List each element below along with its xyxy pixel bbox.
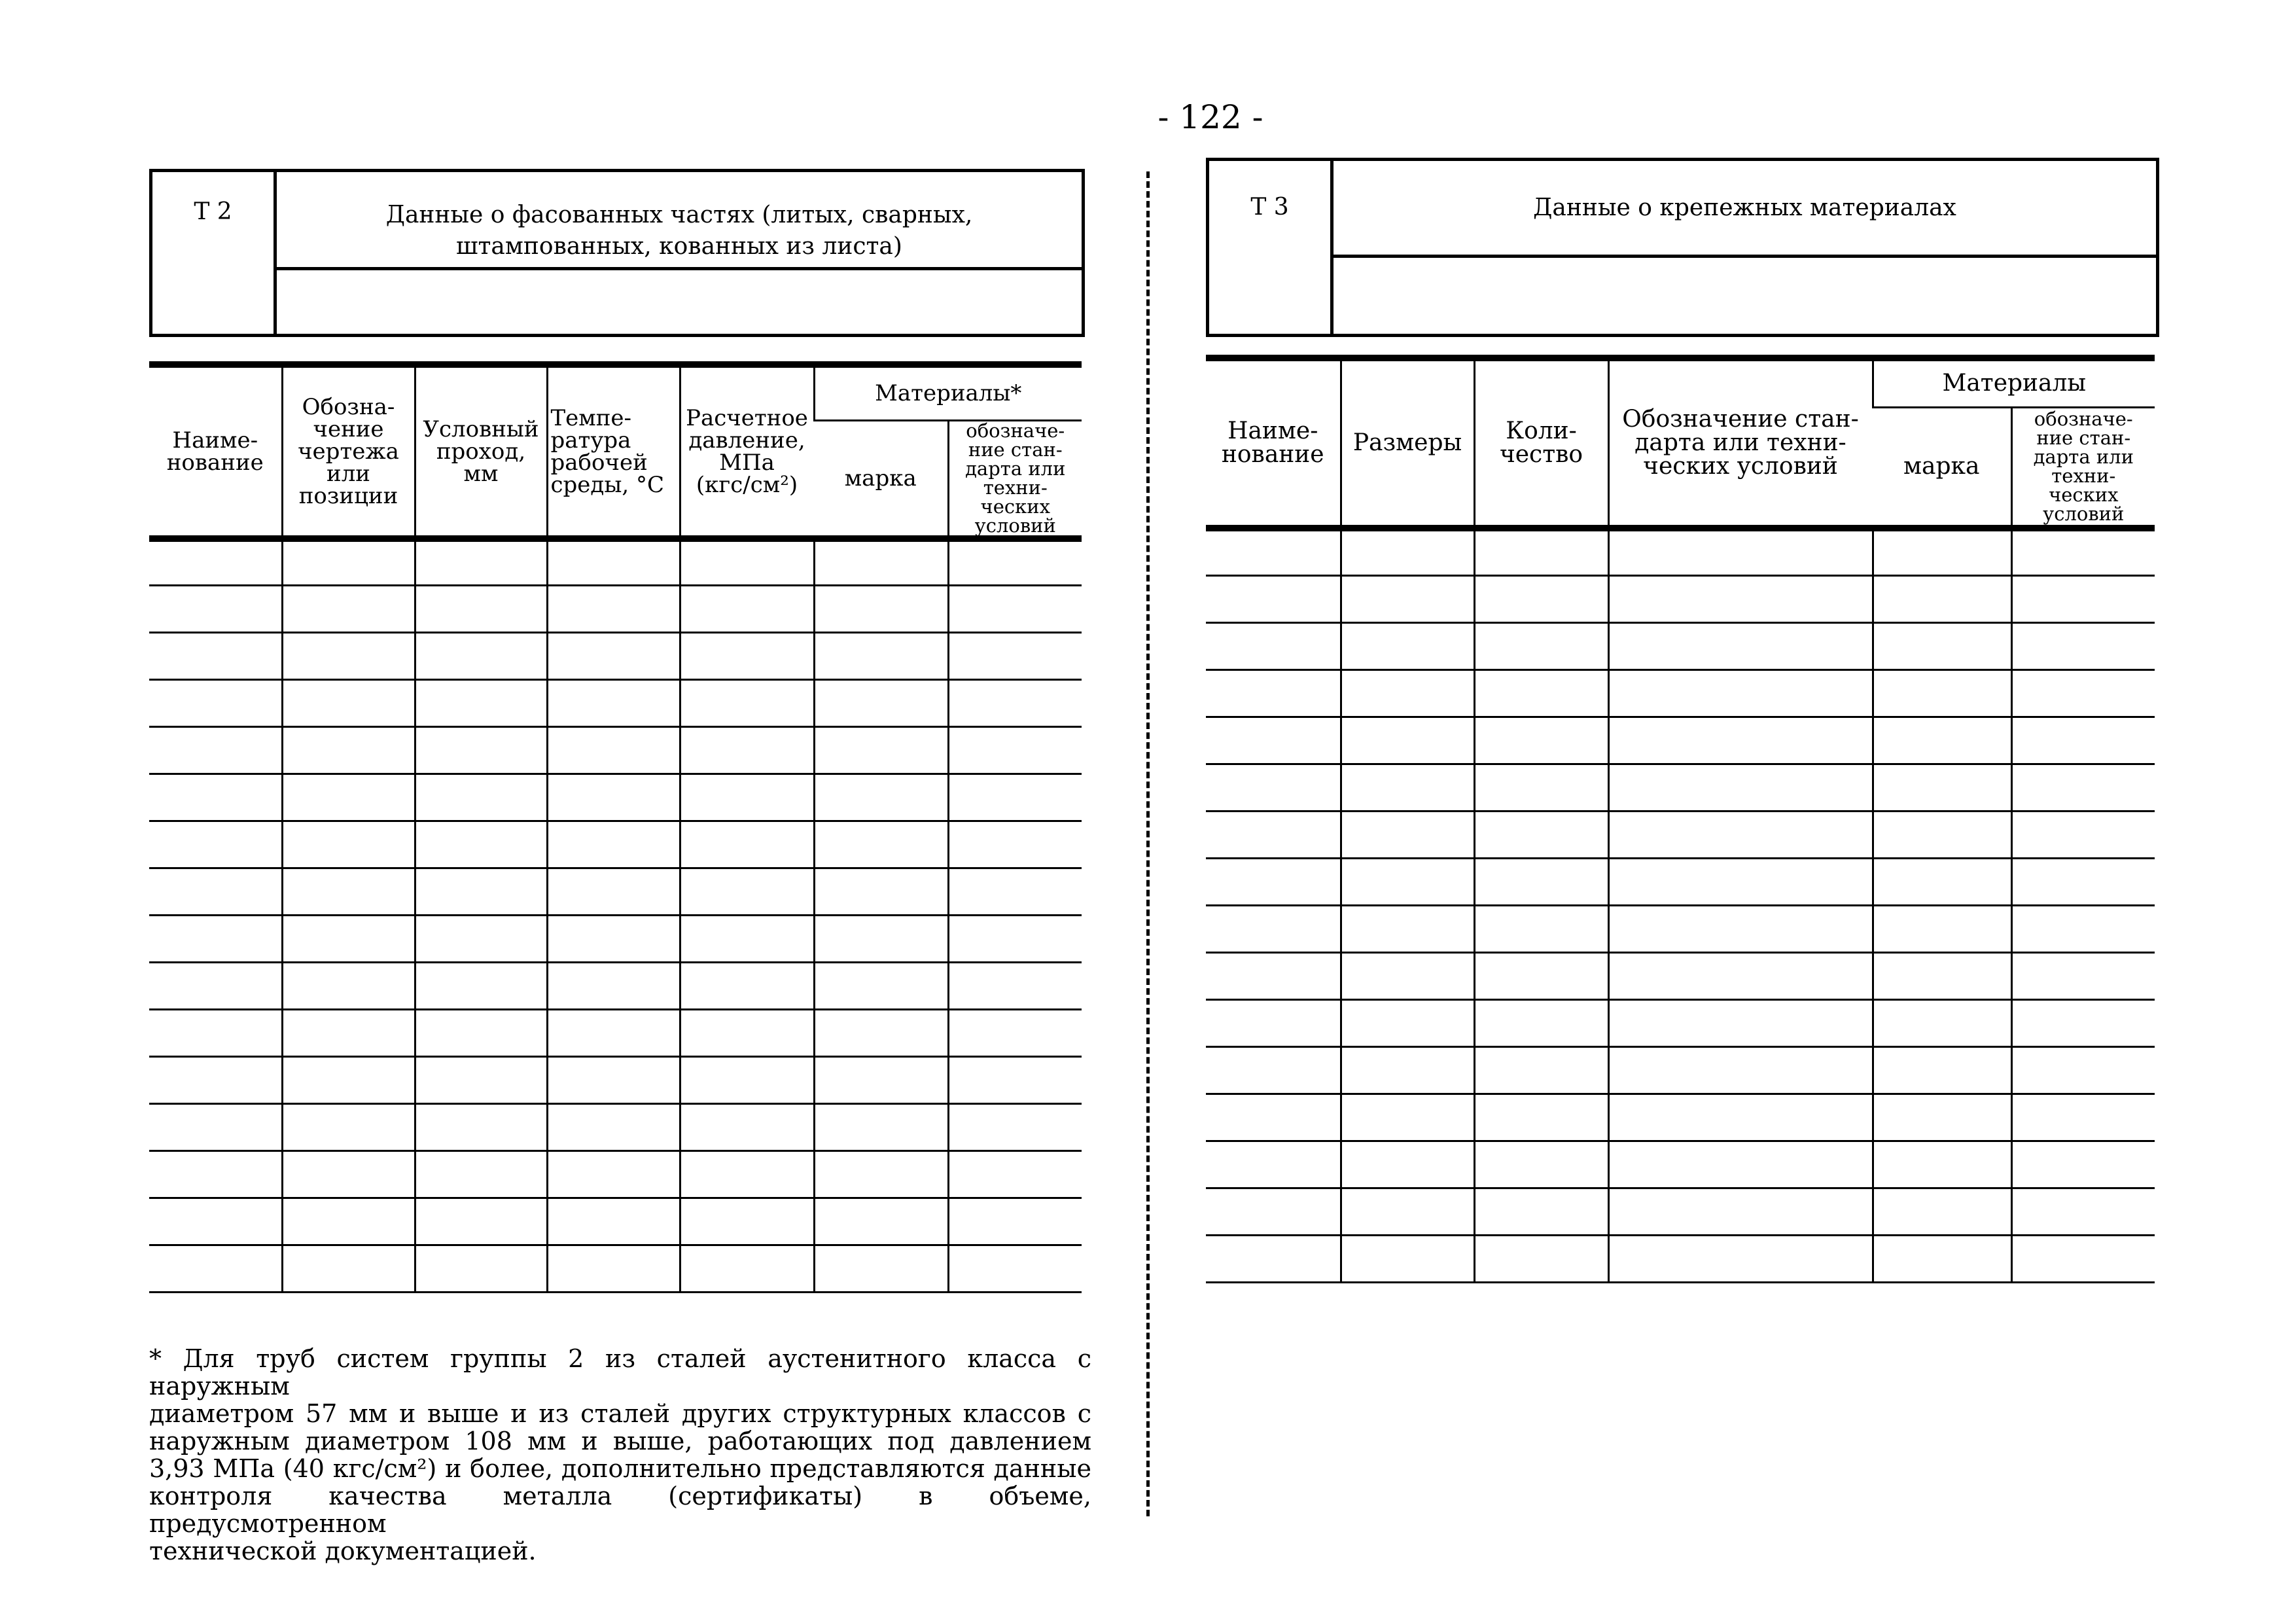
t2-cell[interactable] [547, 539, 680, 586]
t3-cell[interactable] [2011, 764, 2155, 811]
t2-cell[interactable] [948, 1104, 1082, 1151]
t2-cell[interactable] [149, 680, 282, 727]
t2-title-blank[interactable] [277, 270, 1082, 334]
t2-row [149, 1198, 1082, 1245]
t3-cell[interactable] [1474, 764, 1608, 811]
t2-cell[interactable] [814, 821, 948, 868]
t2-cell[interactable] [149, 774, 282, 821]
t3-cell[interactable] [1608, 717, 1873, 764]
t2-code: Т 2 [152, 172, 277, 334]
t2-cell[interactable] [547, 1057, 680, 1104]
footnote-line: технической документацией. [149, 1537, 537, 1565]
t3-cell[interactable] [2011, 811, 2155, 858]
t3-header-sizes: Размеры [1341, 358, 1474, 528]
t2-cell[interactable] [948, 1245, 1082, 1293]
t2-cell[interactable] [680, 963, 814, 1010]
t3-row [1206, 1235, 2155, 1282]
t3-cell[interactable] [1206, 952, 1341, 999]
t3-row [1206, 858, 2155, 905]
t3-row [1206, 717, 2155, 764]
t3-row [1206, 1141, 2155, 1188]
t2-cell[interactable] [415, 963, 547, 1010]
t3-cell[interactable] [1608, 905, 1873, 952]
t2-cell[interactable] [149, 1198, 282, 1245]
t3-cell[interactable] [1206, 622, 1341, 669]
t2-cell[interactable] [814, 916, 948, 963]
t2-cell[interactable] [948, 1010, 1082, 1057]
t3-cell[interactable] [2011, 1094, 2155, 1141]
t3-cell[interactable] [1206, 905, 1341, 952]
t3-row [1206, 669, 2155, 717]
t3-cell[interactable] [1873, 764, 2011, 811]
t3-cell[interactable] [1474, 717, 1608, 764]
t3-cell[interactable] [2011, 999, 2155, 1046]
t3-cell[interactable] [1474, 1046, 1608, 1094]
t3-cell[interactable] [1474, 622, 1608, 669]
t3-cell[interactable] [1608, 1188, 1873, 1235]
t3-cell[interactable] [2011, 717, 2155, 764]
t3-cell[interactable] [1873, 999, 2011, 1046]
t3-cell[interactable] [1873, 622, 2011, 669]
t2-cell[interactable] [680, 1198, 814, 1245]
t2-cell[interactable] [415, 633, 547, 680]
t3-cell[interactable] [1341, 999, 1474, 1046]
t2-header-temperature: Темпе- ратура рабочей среды, °С [547, 365, 680, 539]
t3-header-name: Наиме- нование [1206, 358, 1341, 528]
t2-cell[interactable] [547, 774, 680, 821]
t2-cell[interactable] [149, 821, 282, 868]
t3-title-blank[interactable] [1333, 258, 2156, 334]
t2-cell[interactable] [547, 821, 680, 868]
t3-cell[interactable] [1341, 575, 1474, 622]
t2-cell[interactable] [948, 633, 1082, 680]
t3-cell[interactable] [1341, 764, 1474, 811]
t3-cell[interactable] [1608, 764, 1873, 811]
t2-row [149, 963, 1082, 1010]
t2-cell[interactable] [149, 633, 282, 680]
t2-cell[interactable] [948, 774, 1082, 821]
t2-row [149, 680, 1082, 727]
t3-cell[interactable] [2011, 1141, 2155, 1188]
t2-cell[interactable] [948, 963, 1082, 1010]
t2-cell[interactable] [282, 868, 415, 916]
footnote-line: наружным диаметром 108 мм и выше, работающих под давлением [149, 1427, 1091, 1455]
t2-cell[interactable] [415, 1104, 547, 1151]
t3-cell[interactable] [1608, 528, 1873, 575]
t3-row [1206, 575, 2155, 622]
t2-cell[interactable] [814, 963, 948, 1010]
t2-cell[interactable] [948, 1198, 1082, 1245]
t3-cell[interactable] [1873, 952, 2011, 999]
t2-row [149, 1057, 1082, 1104]
t2-cell[interactable] [415, 1198, 547, 1245]
t3-cell[interactable] [2011, 575, 2155, 622]
t3-cell[interactable] [1873, 717, 2011, 764]
t3-cell[interactable] [1873, 811, 2011, 858]
t2-cell[interactable] [547, 868, 680, 916]
t2-cell[interactable] [282, 633, 415, 680]
t3-cell[interactable] [2011, 1046, 2155, 1094]
t2-cell[interactable] [547, 727, 680, 774]
t3-cell[interactable] [1474, 905, 1608, 952]
footnote-line: контроля качества металла (сертификаты) в объеме, предусмотренном [149, 1482, 1091, 1538]
t3-cell[interactable] [1206, 1094, 1341, 1141]
t2-cell[interactable] [680, 1010, 814, 1057]
t3-cell[interactable] [1873, 1046, 2011, 1094]
t2-cell[interactable] [415, 774, 547, 821]
t2-cell[interactable] [282, 963, 415, 1010]
t2-row [149, 1151, 1082, 1198]
footnote-line: диаметром 57 мм и выше и из сталей других структурных классов с [149, 1399, 1091, 1428]
t3-header-quantity: Коли- чество [1474, 358, 1608, 528]
t2-cell[interactable] [149, 586, 282, 633]
t2-cell[interactable] [282, 774, 415, 821]
t3-cell[interactable] [1474, 528, 1608, 575]
t3-row [1206, 622, 2155, 669]
t2-cell[interactable] [814, 868, 948, 916]
t2-cell[interactable] [680, 633, 814, 680]
t2-cell[interactable] [547, 1010, 680, 1057]
t2-cell[interactable] [547, 586, 680, 633]
t2-cell[interactable] [149, 1245, 282, 1293]
t2-header-grade: марка [814, 420, 948, 539]
t3-cell[interactable] [1341, 1141, 1474, 1188]
t2-cell[interactable] [814, 1198, 948, 1245]
t3-row [1206, 1188, 2155, 1235]
t2-header-passage: Условный проход, мм [415, 365, 547, 539]
t2-cell[interactable] [547, 1104, 680, 1151]
t2-cell[interactable] [282, 727, 415, 774]
t2-cell[interactable] [415, 1057, 547, 1104]
t3-cell[interactable] [1608, 952, 1873, 999]
t3-cell[interactable] [1474, 858, 1608, 905]
t3-cell[interactable] [1206, 1188, 1341, 1235]
t2-cell[interactable] [149, 916, 282, 963]
t3-cell[interactable] [1608, 1235, 1873, 1282]
t3-cell[interactable] [1206, 1046, 1341, 1094]
t3-cell[interactable] [1873, 858, 2011, 905]
t3-cell[interactable] [1474, 999, 1608, 1046]
t3-title [1333, 161, 2156, 258]
t3-cell[interactable] [1341, 952, 1474, 999]
t2-row [149, 821, 1082, 868]
t3-cell[interactable] [1474, 1094, 1608, 1141]
t2-cell[interactable] [149, 727, 282, 774]
t3-cell[interactable] [1608, 669, 1873, 717]
t2-cell[interactable] [680, 1245, 814, 1293]
t3-title-box [1206, 158, 2159, 337]
t2-cell[interactable] [415, 821, 547, 868]
t3-cell[interactable] [1608, 1046, 1873, 1094]
t2-header-standard: обозначе- ние стан- дарта или техни- ческих условий [948, 420, 1082, 539]
t2-row [149, 633, 1082, 680]
t3-header-grade: марка [1873, 407, 2011, 528]
t2-cell[interactable] [415, 868, 547, 916]
t2-row [149, 774, 1082, 821]
t2-row [149, 1010, 1082, 1057]
t2-cell[interactable] [948, 1057, 1082, 1104]
t3-cell[interactable] [1206, 811, 1341, 858]
t3-cell[interactable] [1873, 1235, 2011, 1282]
t2-table [149, 361, 1082, 1293]
t3-row [1206, 811, 2155, 858]
t2-cell[interactable] [282, 1245, 415, 1293]
t3-cell[interactable] [1474, 575, 1608, 622]
footnote-line: * Для труб систем группы 2 из сталей аустенитного класса с наружным [149, 1344, 1091, 1400]
t2-cell[interactable] [149, 1010, 282, 1057]
t3-cell[interactable] [1341, 858, 1474, 905]
t3-cell[interactable] [1341, 669, 1474, 717]
t3-cell[interactable] [1608, 575, 1873, 622]
t2-cell[interactable] [547, 1151, 680, 1198]
t3-cell[interactable] [1341, 905, 1474, 952]
t2-cell[interactable] [415, 727, 547, 774]
t2-cell[interactable] [149, 539, 282, 586]
t3-cell[interactable] [1873, 669, 2011, 717]
t2-row [149, 727, 1082, 774]
t3-cell[interactable] [1608, 1094, 1873, 1141]
t2-header-pressure: Расчетное давление, МПа (кгс/см²) [680, 365, 814, 539]
t2-cell[interactable] [282, 1198, 415, 1245]
t2-cell[interactable] [149, 1057, 282, 1104]
t3-cell[interactable] [2011, 622, 2155, 669]
t3-cell[interactable] [2011, 1188, 2155, 1235]
t2-cell[interactable] [149, 963, 282, 1010]
t3-cell[interactable] [1474, 952, 1608, 999]
t2-cell[interactable] [814, 633, 948, 680]
page-divider [1146, 171, 1150, 1516]
t3-row [1206, 1046, 2155, 1094]
t2-cell[interactable] [948, 868, 1082, 916]
t3-row [1206, 999, 2155, 1046]
t2-cell[interactable] [948, 821, 1082, 868]
t2-row [149, 916, 1082, 963]
t2-cell[interactable] [680, 1104, 814, 1151]
t2-cell[interactable] [680, 916, 814, 963]
t3-cell[interactable] [1873, 905, 2011, 952]
t3-cell[interactable] [1206, 669, 1341, 717]
t3-cell[interactable] [1341, 528, 1474, 575]
t2-cell[interactable] [948, 727, 1082, 774]
t2-cell[interactable] [149, 1104, 282, 1151]
t2-cell[interactable] [680, 774, 814, 821]
t2-cell[interactable] [282, 1057, 415, 1104]
t2-cell[interactable] [282, 680, 415, 727]
t3-cell[interactable] [1474, 1235, 1608, 1282]
t2-cell[interactable] [680, 1151, 814, 1198]
t2-cell[interactable] [149, 1151, 282, 1198]
t2-cell[interactable] [948, 680, 1082, 727]
t3-cell[interactable] [1474, 811, 1608, 858]
t2-cell[interactable] [814, 774, 948, 821]
page-number: - 122 - [1157, 98, 1263, 136]
t3-cell[interactable] [1474, 1141, 1608, 1188]
t3-cell[interactable] [1341, 1094, 1474, 1141]
t2-cell[interactable] [415, 680, 547, 727]
t3-header-standard-doc: Обозначение стан- дарта или техни- ческих условий [1608, 358, 1873, 528]
t2-row [149, 868, 1082, 916]
t3-cell[interactable] [1873, 575, 2011, 622]
t2-cell[interactable] [547, 1245, 680, 1293]
t3-cell[interactable] [1341, 1235, 1474, 1282]
footnote-line: 3,93 МПа (40 кгс/см²) и более, дополнительно представляются данные [149, 1454, 1091, 1483]
t3-row [1206, 952, 2155, 999]
t2-footnote [149, 1345, 1091, 1565]
t3-cell[interactable] [2011, 1235, 2155, 1282]
t2-title-box [149, 169, 1085, 337]
t3-cell[interactable] [1206, 717, 1341, 764]
t3-header-materials: Материалы [1873, 358, 2155, 407]
t2-title-line: Данные о фасованных частях (литых, сварных, [385, 202, 973, 228]
t3-cell[interactable] [1474, 669, 1608, 717]
t3-cell[interactable] [1206, 575, 1341, 622]
t2-title-line: штампованных, кованных из листа) [456, 233, 902, 260]
t2-header-drawing: Обозна- чение чертежа или позиции [282, 365, 415, 539]
t2-cell[interactable] [415, 1010, 547, 1057]
t3-cell[interactable] [1873, 1188, 2011, 1235]
t3-cell[interactable] [2011, 905, 2155, 952]
t3-cell[interactable] [2011, 858, 2155, 905]
t3-cell[interactable] [1206, 858, 1341, 905]
t2-cell[interactable] [282, 916, 415, 963]
t3-cell[interactable] [2011, 669, 2155, 717]
t3-cell[interactable] [1608, 811, 1873, 858]
t2-row [149, 539, 1082, 586]
t3-header-standard: обозначе- ние стан- дарта или техни- ческих условий [2011, 407, 2155, 528]
t2-cell[interactable] [814, 1010, 948, 1057]
t2-cell[interactable] [680, 680, 814, 727]
t2-cell[interactable] [149, 868, 282, 916]
t2-cell[interactable] [415, 1245, 547, 1293]
t3-cell[interactable] [1873, 1094, 2011, 1141]
t2-cell[interactable] [547, 633, 680, 680]
t3-cell[interactable] [1341, 1046, 1474, 1094]
t3-cell[interactable] [1341, 1188, 1474, 1235]
t2-cell[interactable] [547, 963, 680, 1010]
t3-table [1206, 355, 2155, 1283]
t2-cell[interactable] [282, 1151, 415, 1198]
t2-cell[interactable] [282, 539, 415, 586]
t3-cell[interactable] [1206, 1235, 1341, 1282]
t3-cell[interactable] [1341, 811, 1474, 858]
t3-cell[interactable] [2011, 528, 2155, 575]
t2-cell[interactable] [547, 680, 680, 727]
t2-cell[interactable] [814, 1245, 948, 1293]
t2-cell[interactable] [415, 586, 547, 633]
t3-cell[interactable] [1608, 1141, 1873, 1188]
t2-cell[interactable] [680, 868, 814, 916]
t3-cell[interactable] [1206, 999, 1341, 1046]
t2-cell[interactable] [814, 1057, 948, 1104]
t2-cell[interactable] [680, 586, 814, 633]
t3-cell[interactable] [2011, 952, 2155, 999]
t3-cell[interactable] [1608, 622, 1873, 669]
t2-cell[interactable] [680, 821, 814, 868]
t2-cell[interactable] [948, 539, 1082, 586]
t3-cell[interactable] [1608, 858, 1873, 905]
t2-cell[interactable] [814, 680, 948, 727]
t3-cell[interactable] [1474, 1188, 1608, 1235]
t2-cell[interactable] [282, 821, 415, 868]
t2-cell[interactable] [680, 539, 814, 586]
t2-title [277, 172, 1082, 270]
t2-row [149, 1104, 1082, 1151]
t3-row [1206, 764, 2155, 811]
t3-row [1206, 905, 2155, 952]
t3-cell[interactable] [1873, 1141, 2011, 1188]
t3-cell[interactable] [1608, 999, 1873, 1046]
t2-cell[interactable] [948, 586, 1082, 633]
t2-cell[interactable] [282, 1104, 415, 1151]
t2-cell[interactable] [814, 586, 948, 633]
t2-cell[interactable] [282, 1010, 415, 1057]
t2-cell[interactable] [814, 727, 948, 774]
t3-row [1206, 528, 2155, 575]
t2-cell[interactable] [282, 586, 415, 633]
t2-cell[interactable] [814, 1104, 948, 1151]
t3-cell[interactable] [1341, 622, 1474, 669]
t2-header-materials: Материалы* [814, 365, 1082, 420]
t3-row [1206, 1094, 2155, 1141]
t2-cell[interactable] [814, 1151, 948, 1198]
t3-title-line: Данные о крепежных материалах [1533, 194, 1956, 221]
t3-cell[interactable] [1206, 764, 1341, 811]
t3-cell[interactable] [1873, 528, 2011, 575]
t2-row [149, 586, 1082, 633]
t3-cell[interactable] [1341, 717, 1474, 764]
t2-cell[interactable] [680, 727, 814, 774]
t2-cell[interactable] [415, 1151, 547, 1198]
t2-header-name: Наиме- нование [149, 365, 282, 539]
t2-cell[interactable] [814, 539, 948, 586]
t2-cell[interactable] [948, 916, 1082, 963]
t2-row [149, 1245, 1082, 1293]
t3-cell[interactable] [1206, 528, 1341, 575]
t2-cell[interactable] [948, 1151, 1082, 1198]
t2-cell[interactable] [680, 1057, 814, 1104]
t2-cell[interactable] [547, 916, 680, 963]
t3-cell[interactable] [1206, 1141, 1341, 1188]
t2-cell[interactable] [547, 1198, 680, 1245]
t2-cell[interactable] [415, 539, 547, 586]
t3-code: Т 3 [1209, 161, 1333, 334]
t2-cell[interactable] [415, 916, 547, 963]
